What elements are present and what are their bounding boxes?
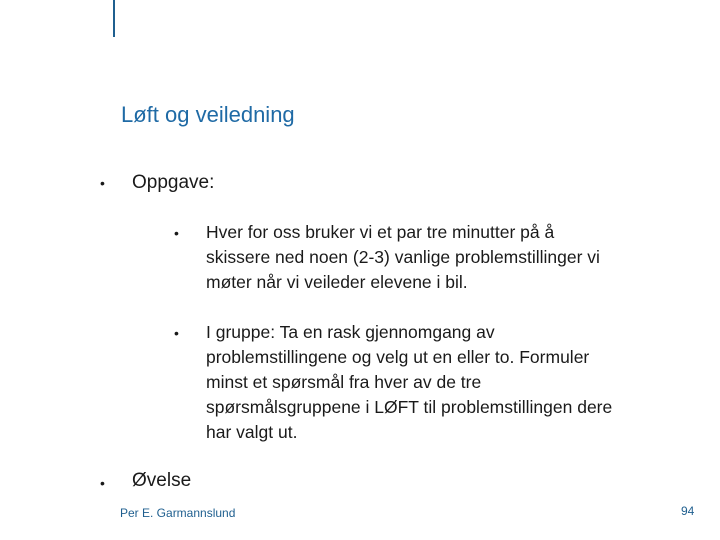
sub-bullet-marker: •: [174, 225, 179, 241]
text-line: problemstillingene og velg ut en eller to. Formuler: [206, 347, 590, 367]
text-line: har valgt ut.: [206, 422, 298, 442]
text-line: møter når vi veileder elevene i bil.: [206, 272, 468, 292]
text-line: minst et spørsmål fra hver av de tre: [206, 372, 482, 392]
text-line: spørsmålsgruppene i LØFT til problemstillingen dere: [206, 397, 613, 417]
text-line: skissere ned noen (2-3) vanlige problemstillinger vi: [206, 247, 600, 267]
bullet-ovelse: Øvelse: [132, 470, 192, 491]
accent-line: [113, 0, 115, 37]
slide-title: Løft og veiledning: [121, 102, 295, 127]
sub-bullet-group-task: [206, 320, 612, 445]
footer-author: Per E. Garmannslund: [120, 506, 236, 520]
bullet-marker: •: [100, 175, 105, 191]
sub-bullet-individual-task: [206, 220, 600, 295]
sub-bullet-marker: •: [174, 325, 179, 341]
bullet-marker: •: [100, 475, 105, 491]
page-number: 94: [681, 504, 695, 518]
bullet-oppgave: Oppgave:: [132, 172, 215, 193]
text-line: I gruppe: Ta en rask gjennomgang av: [206, 322, 495, 342]
text-line: Hver for oss bruker vi et par tre minutter på å: [206, 222, 555, 242]
